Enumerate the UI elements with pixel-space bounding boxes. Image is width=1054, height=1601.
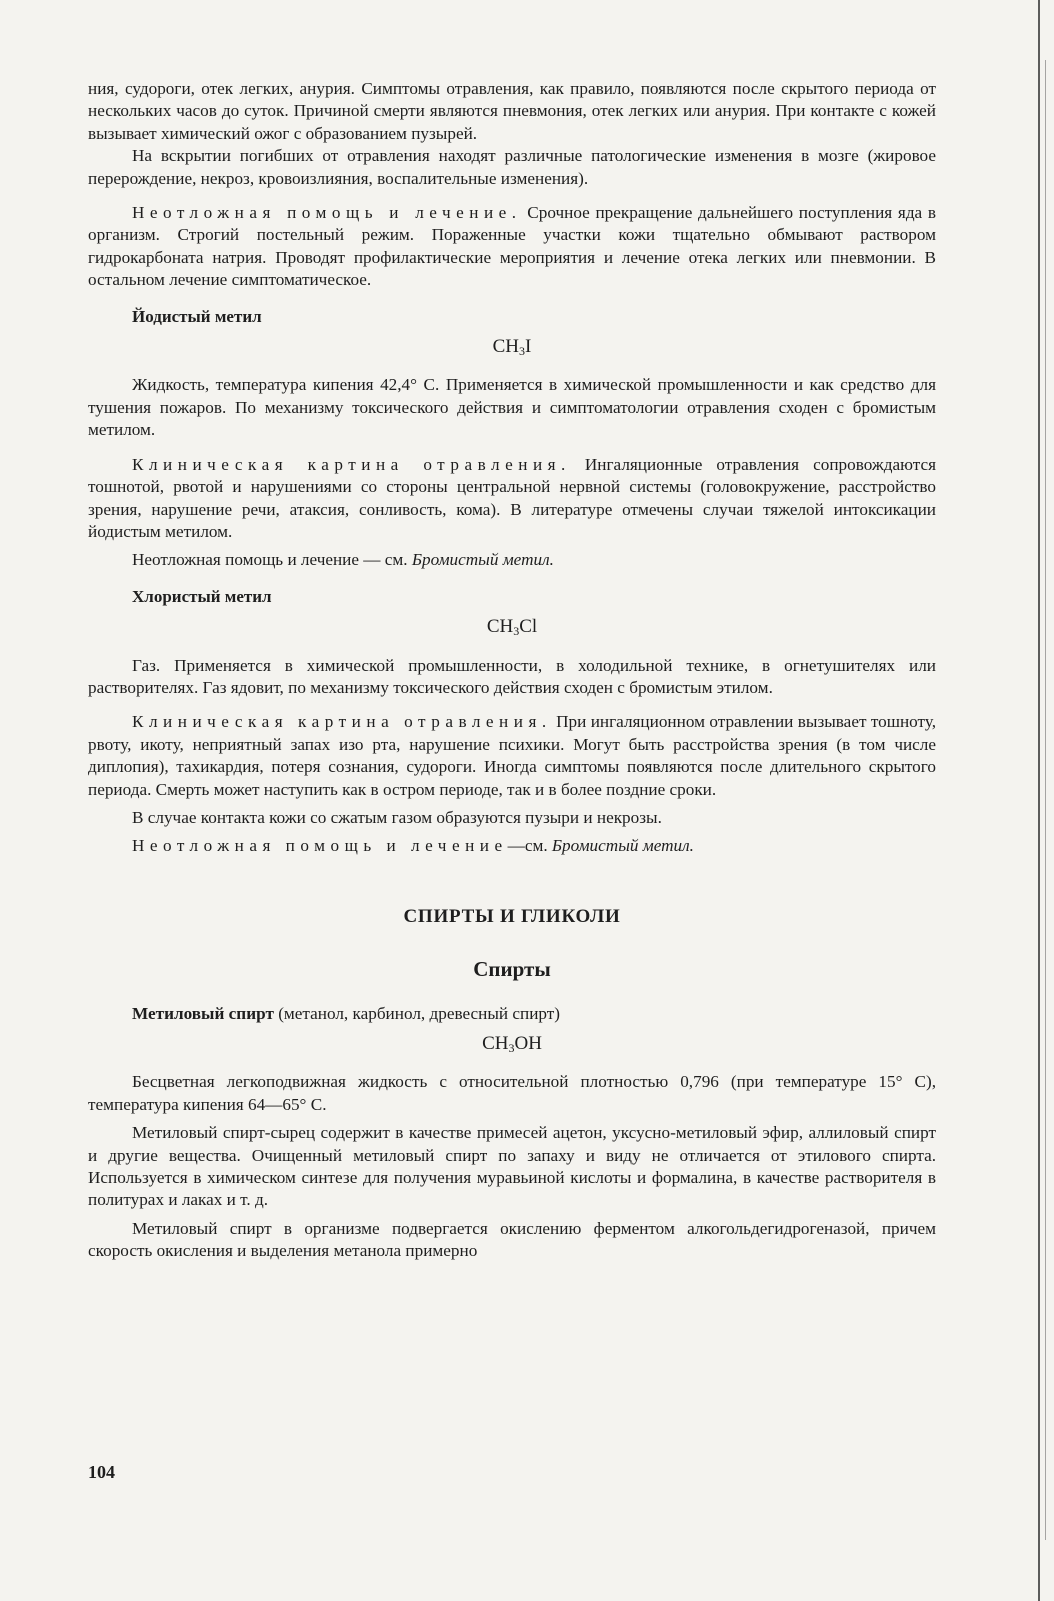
substance-heading: Метиловый спирт (метанол, карбинол, древесный спирт) bbox=[132, 1003, 561, 1023]
paragraph-lead: Неотложная помощь и лечение. bbox=[132, 203, 522, 223]
chemical-formula: $CH_3OH$ bbox=[482, 1033, 542, 1055]
paragraph-text: Ингаляционные отравления сопровождаются тошнотой, рвотой и нарушениями со стороны центральной нервной системы (головокружение, расстройство зрения, нарушение речи, атаксия, сонливость, кома). В литературе отмечены случаи тяжелой интоксикации йодистым метилом. bbox=[88, 454, 936, 541]
cross-reference: Бромистый метил. bbox=[411, 550, 554, 570]
paragraph-lead: Неотложная помощь и лечение bbox=[132, 836, 508, 856]
paragraph: На вскрытии погибших от отравления находят различные патологические изменения в мозге (жировое перерождение, некроз, кровоизлияния, воспалительные изменения). bbox=[88, 146, 936, 188]
paragraph: ния, судороги, отек легких, анурия. Симптомы отравления, как правило, появляются после скрытого периода от нескольких часов до суток. Причиной смерти являются пневмония, отек легких или анурия. При контакте с кожей вызывает химический ожог с образованием пузырей. bbox=[88, 79, 936, 143]
paragraph: Бесцветная легкоподвижная жидкость с относительной плотностью 0,796 (при температуре 15° С), температура кипения 64—65° С. bbox=[88, 1072, 936, 1114]
section-title: СПИРТЫ И ГЛИКОЛИ bbox=[403, 905, 621, 927]
paragraph: Метиловый спирт-сырец содержит в качестве примесей ацетон, уксусно-метиловый эфир, аллиловый спирт и другие вещества. Очищенный метиловый спирт по запаху и виду не отличается от этилового спирта. Используется в химическом синтезе для получения муравьиной кислоты и формалина, в качестве растворителя в политурах и лаках и т. д. bbox=[88, 1123, 936, 1210]
paragraph-text: Срочное прекращение дальнейшего поступления яда в организм. Строгий постельный режим. Пораженные участки кожи тщательно обмывают раствором гидрокарбоната натрия. Проводят профилактические мероприятия и лечение отека легких или пневмонии. В остальном лечение симптоматическое. bbox=[88, 203, 936, 290]
paragraph-lead: Клиническая картина отравления. bbox=[132, 454, 571, 474]
substance-heading: Хлористый метил bbox=[132, 586, 272, 606]
substance-heading: Йодистый метил bbox=[132, 306, 262, 326]
paragraph: Неотложная помощь и лечение—см. Бромистый метил. bbox=[132, 836, 694, 856]
paragraph: Жидкость, температура кипения 42,4° С. Применяется в химической промышленности и как средство для тушения пожаров. По механизму токсического действия и симптоматологии отравления сходен с бромистым метилом. bbox=[88, 375, 936, 440]
paragraph: Газ. Применяется в химической промышленности, в холодильной технике, в огнетушителях или растворителях. Газ ядовит, по механизму токсического действия сходен с бромистым этилом. bbox=[88, 655, 936, 697]
paragraph bbox=[88, 202, 936, 292]
cross-reference: Бромистый метил. bbox=[551, 836, 694, 856]
paragraph bbox=[88, 454, 936, 544]
subsection-title: Спирты bbox=[473, 957, 551, 982]
page-edge-shadow bbox=[1038, 0, 1040, 1601]
chemical-formula: $CH_3Cl$ bbox=[486, 616, 538, 639]
paragraph: Неотложная помощь и лечение — см. Бромистый метил. bbox=[132, 550, 554, 570]
page-edge-shadow-inner bbox=[1045, 60, 1046, 1540]
chemical-formula: $CH_3I$ bbox=[492, 336, 532, 359]
paragraph: В случае контакта кожи со сжатым газом образуются пузыри и некрозы. bbox=[132, 807, 662, 827]
page-body bbox=[88, 78, 936, 1263]
paragraph-lead: Клиническая картина отравления. bbox=[132, 712, 552, 732]
paragraph: Метиловый спирт в организме подвергается окислению ферментом алкогольдегидрогеназой, причем скорость окисления и выделения метанола примерно bbox=[88, 1218, 936, 1261]
paragraph bbox=[88, 711, 936, 801]
page-number: 104 bbox=[88, 1462, 115, 1482]
paragraph-text: При ингаляционном отравлении вызывает тошноту, рвоту, икоту, неприятный запах изо рта, нарушение психики. Могут быть расстройства зрения (в том числе диплопия), тахикардия, потеря сознания, судороги. Иногда симптомы появляются после длительного скрытого периода. Смерть может наступить как в остром периоде, так и в более поздние сроки. bbox=[88, 712, 937, 799]
